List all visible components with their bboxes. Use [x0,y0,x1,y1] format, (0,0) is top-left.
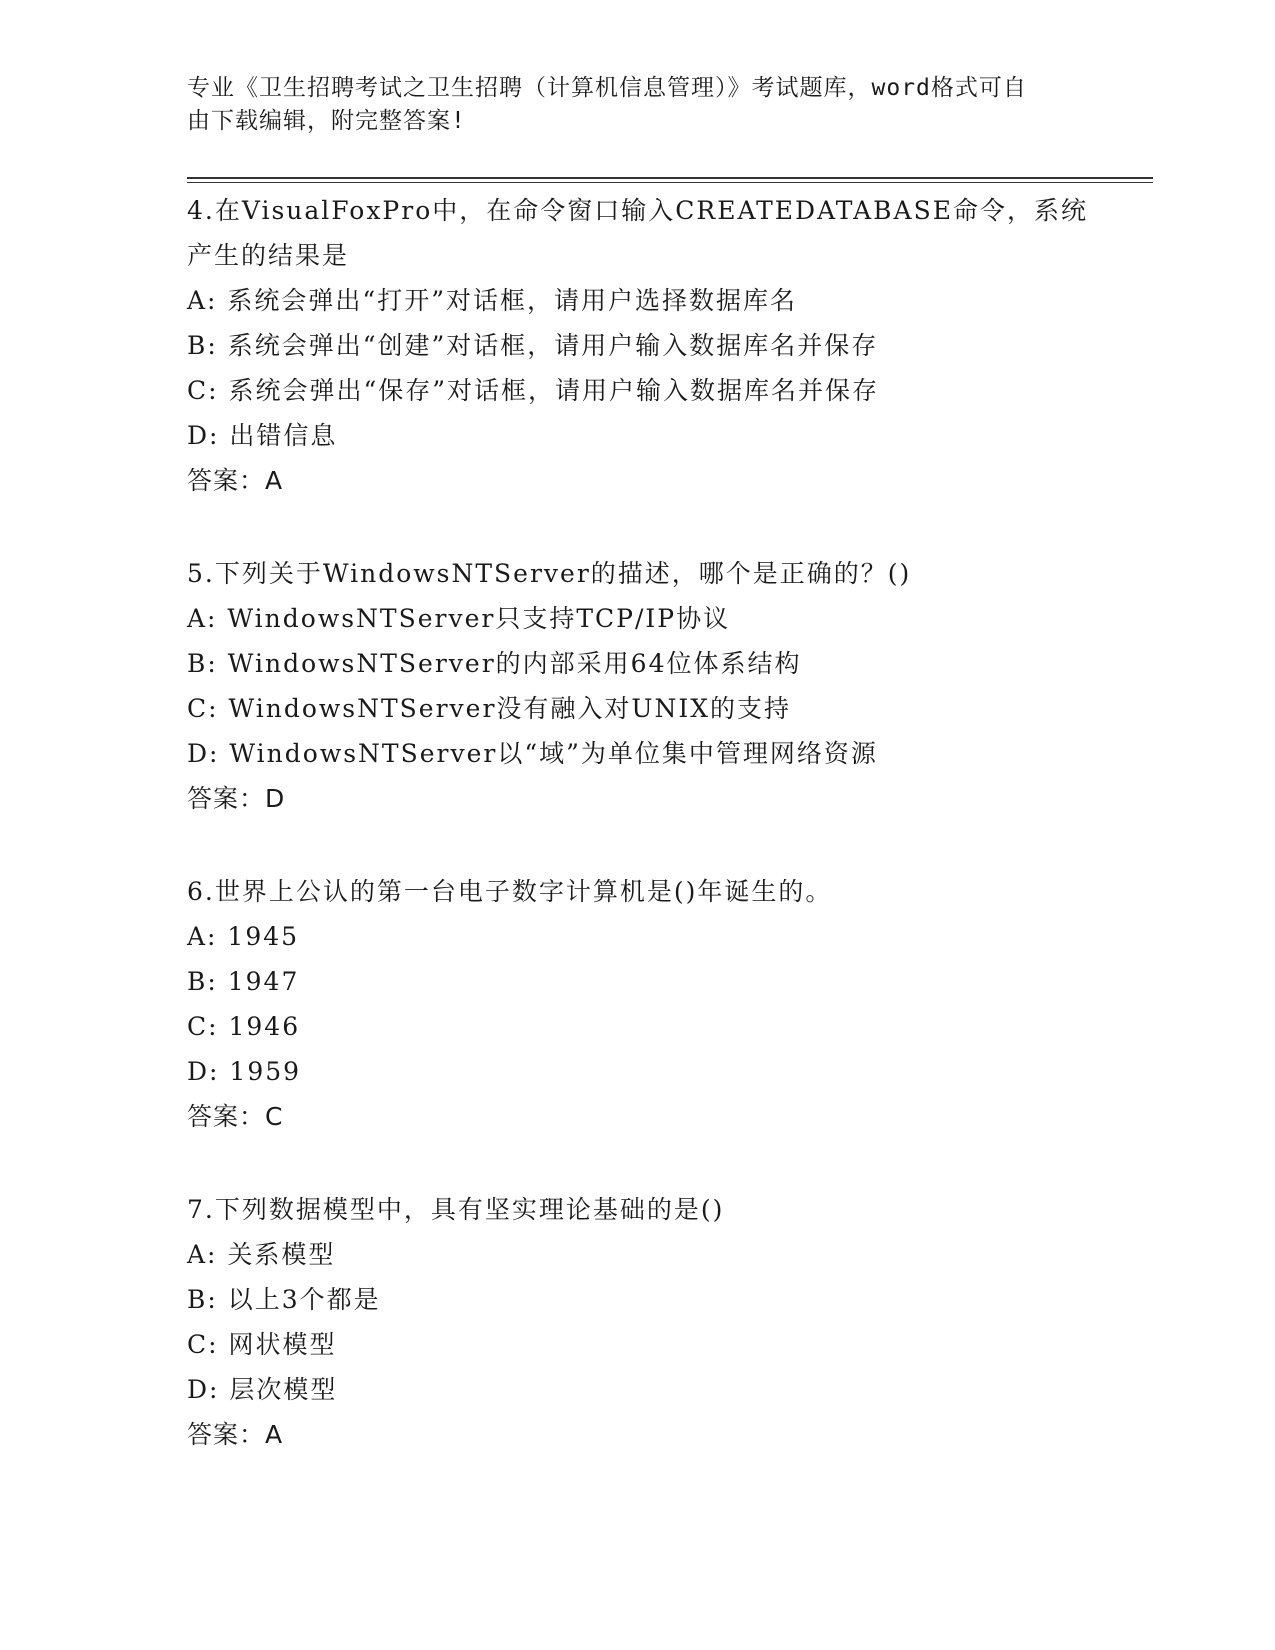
header-line-1: 专业《卫生招聘考试之卫生招聘（计算机信息管理）》考试题库，word格式可自 [187,75,1027,101]
answer-label: 答案：A [187,1420,284,1449]
option-a: A: 关系模型 [187,1240,336,1269]
option-a: A: 系统会弹出“打开”对话框，请用户选择数据库名 [187,286,797,315]
answer-label: 答案：C [187,1102,284,1131]
question-stem-line: 5.下列关于WindowsNTServer的描述，哪个是正确的？() [187,559,912,588]
answer-label: 答案：A [187,466,284,495]
document-header [187,72,1087,138]
answer-label: 答案：D [187,784,286,813]
option-b: B: WindowsNTServer的内部采用64位体系结构 [187,649,802,678]
header-line-2: 由下载编辑，附完整答案! [187,108,466,134]
question-7 [187,1187,1087,1457]
header-divider-thick [187,177,1153,179]
option-c: C: 网状模型 [187,1330,337,1359]
question-5 [187,551,1087,821]
option-d: D: 1959 [187,1057,302,1086]
question-stem-line: 6.世界上公认的第一台电子数字计算机是()年诞生的。 [187,877,833,906]
option-c: C: 1946 [187,1012,301,1041]
option-b: B: 以上3个都是 [187,1285,381,1314]
option-c: C: 系统会弹出“保存”对话框，请用户输入数据库名并保存 [187,376,880,405]
option-d: D: 层次模型 [187,1375,338,1404]
question-stem-line: 7.下列数据模型中，具有坚实理论基础的是() [187,1195,725,1224]
question-stem-line: 产生的结果是 [187,241,350,270]
option-d: D: WindowsNTServer以“域”为单位集中管理网络资源 [187,739,878,768]
question-stem-line: 4.在VisualFoxPro中，在命令窗口输入CREATEDATABASE命令，系统 [187,196,1088,225]
option-c: C: WindowsNTServer没有融入对UNIX的支持 [187,694,792,723]
option-b: B: 1947 [187,967,300,996]
header-divider-thin [187,182,1153,183]
question-4 [187,188,1087,503]
option-b: B: 系统会弹出“创建”对话框，请用户输入数据库名并保存 [187,331,879,360]
option-a: A: WindowsNTServer只支持TCP/IP协议 [187,604,731,633]
option-d: D: 出错信息 [187,421,338,450]
question-6 [187,869,1087,1139]
option-a: A: 1945 [187,922,300,951]
